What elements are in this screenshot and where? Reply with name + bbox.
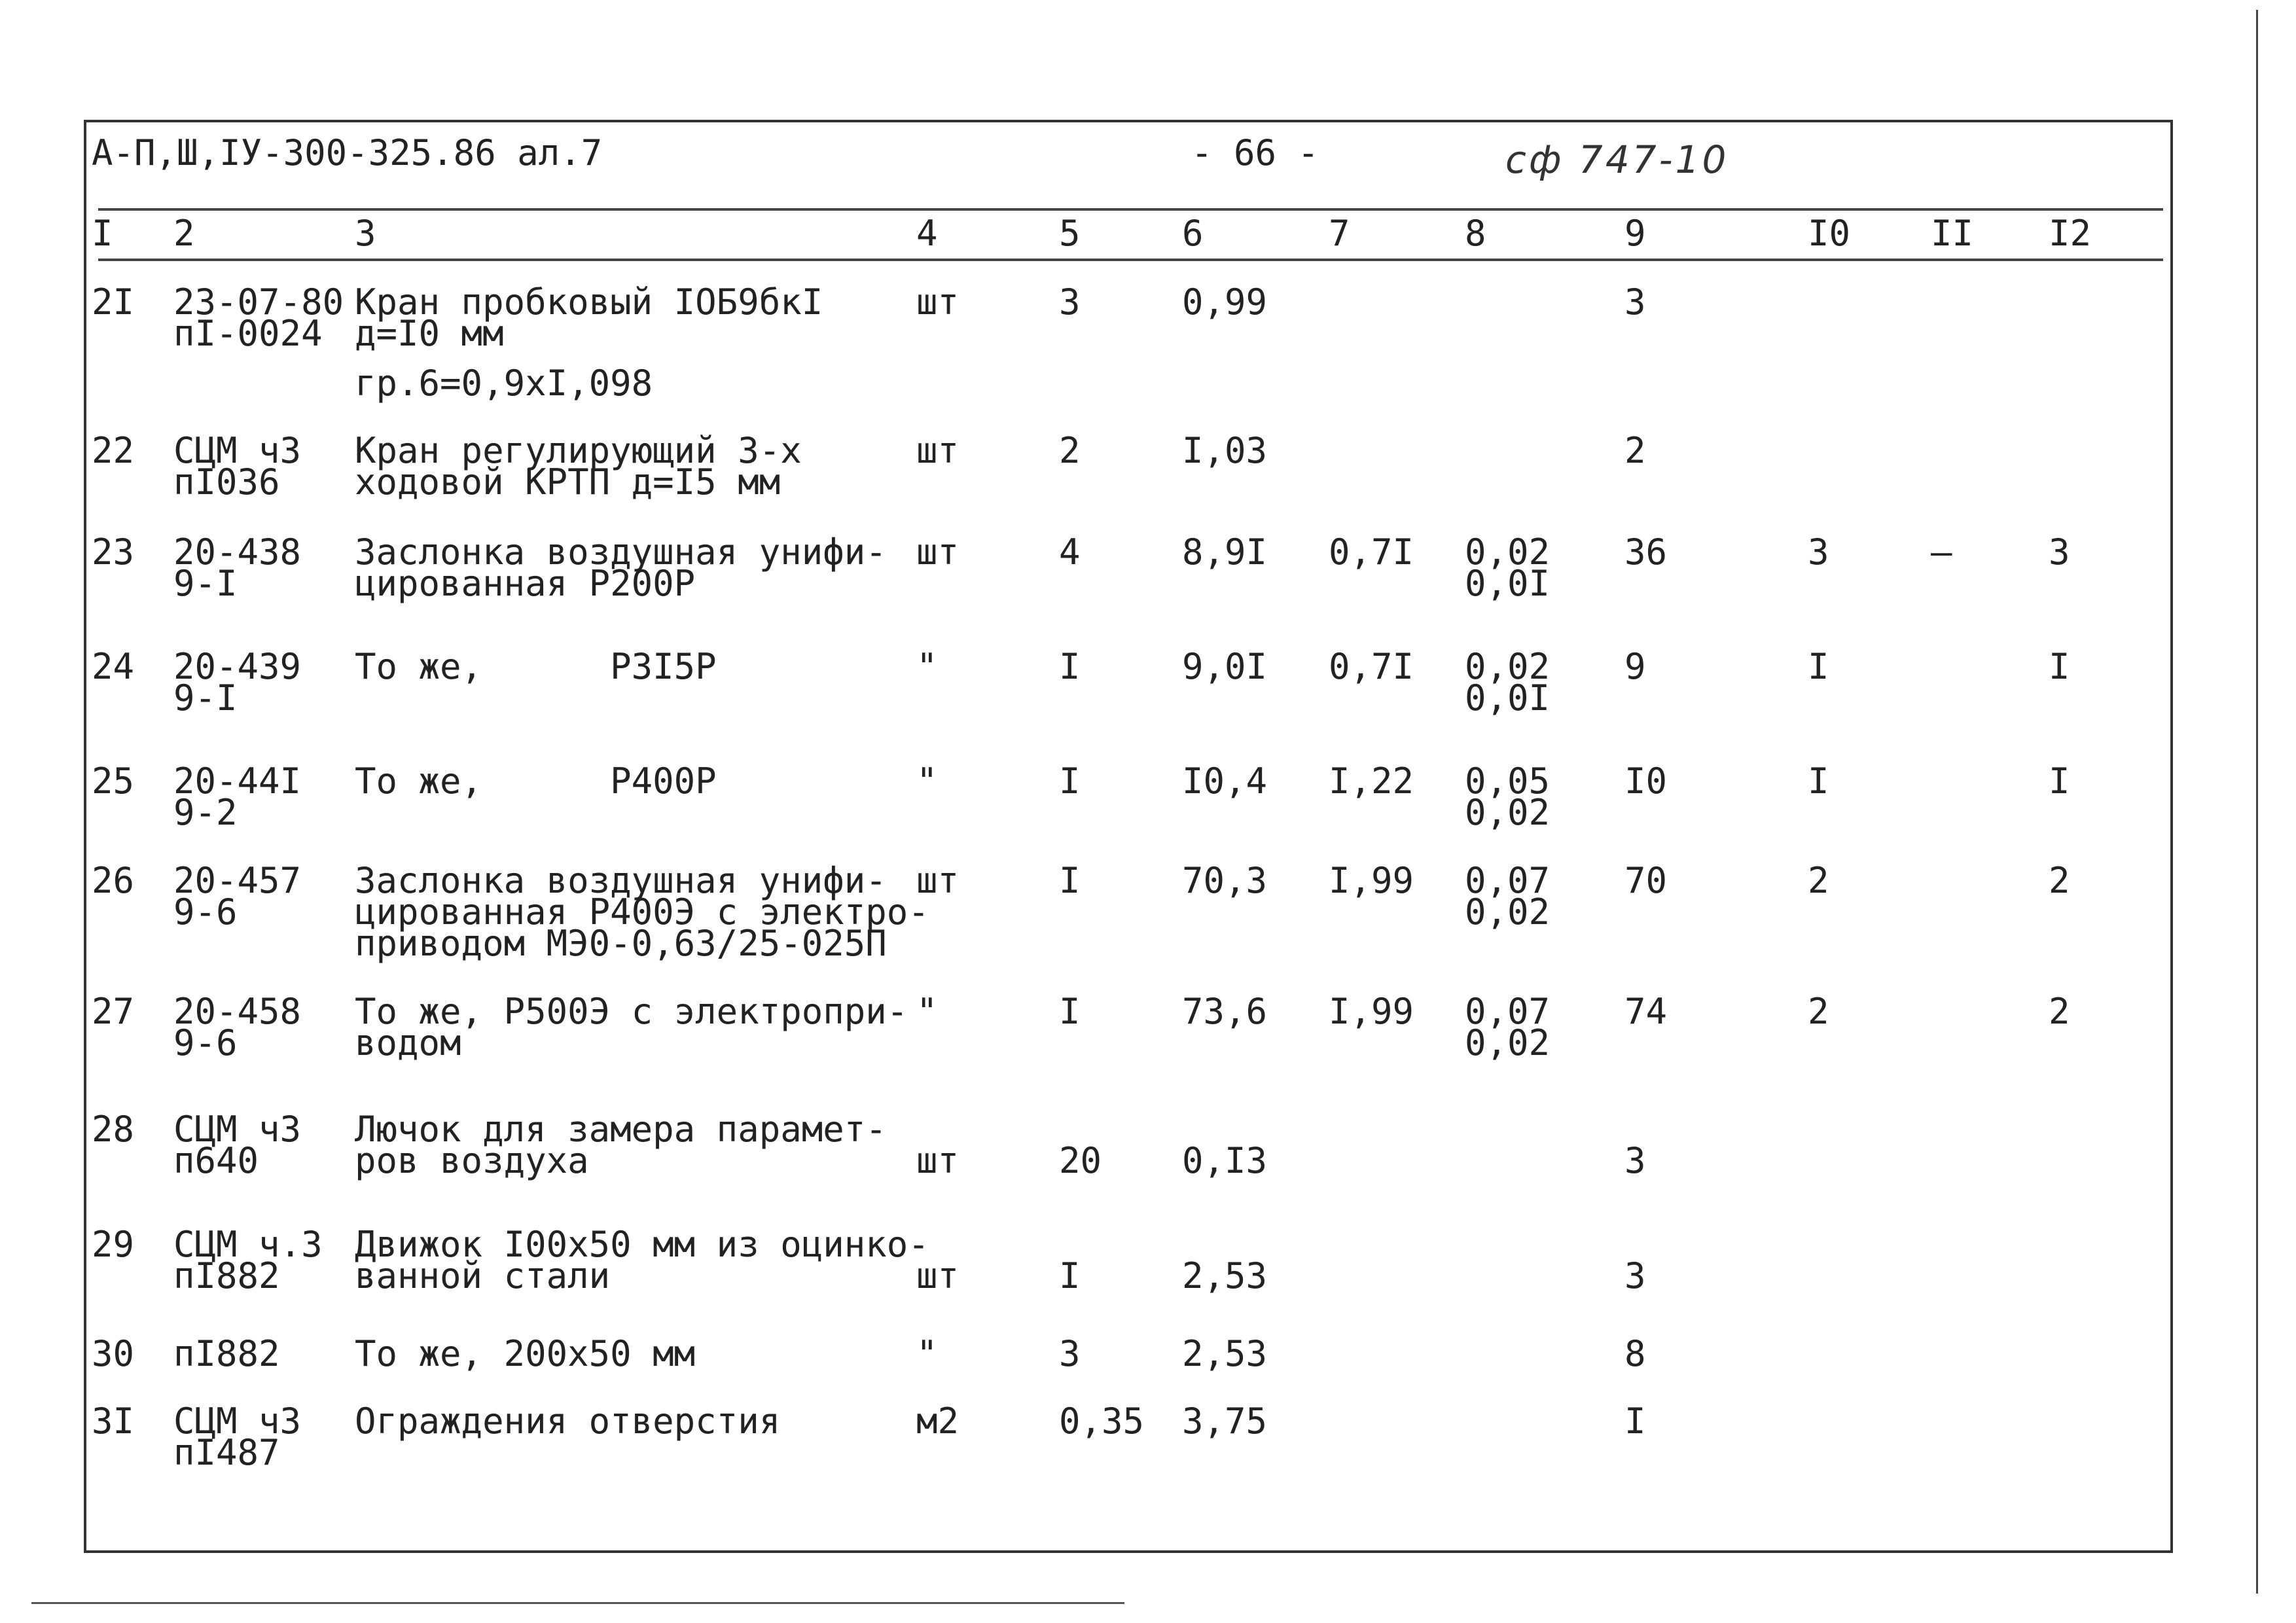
col-7-value: I,22 [1329, 760, 1414, 802]
item-name: Движок I00х50 мм из оцинко- [355, 1224, 929, 1265]
quantity: I [1059, 760, 1081, 802]
col-11-value: – [1931, 531, 1952, 573]
price-code: 9-I [173, 677, 238, 719]
price-code: 20-458 [173, 991, 302, 1032]
total-cost: 74 [1624, 991, 1668, 1032]
unit-price: 0,99 [1182, 281, 1268, 323]
price-code: 9-2 [173, 792, 238, 833]
header-rule-bottom [98, 259, 2163, 261]
item-name: цированная Р400Э с электро- [355, 891, 929, 933]
item-name: То же, 200х50 мм [355, 1333, 696, 1374]
col-12-value: 2 [2049, 860, 2070, 901]
price-code: пI882 [173, 1255, 280, 1296]
price-code: пI036 [173, 461, 280, 503]
row-number: 29 [92, 1224, 135, 1265]
item-name: ров воздуха [355, 1140, 589, 1181]
row-number: 27 [92, 991, 135, 1032]
column-header: I [92, 213, 113, 254]
column-header: II [1931, 213, 1974, 254]
column-header: 9 [1624, 213, 1646, 254]
item-name: д=I0 мм [355, 313, 504, 354]
col-10-value: I [1808, 760, 1829, 802]
unit-price: 70,3 [1182, 860, 1268, 901]
col-7-value: 0,7I [1329, 646, 1414, 687]
price-code: 20-439 [173, 646, 302, 687]
col-8-value: 0,02 [1465, 792, 1551, 833]
price-code: 20-438 [173, 531, 302, 573]
total-cost: 3 [1624, 281, 1646, 323]
quantity: 20 [1059, 1140, 1102, 1181]
row-number: 28 [92, 1109, 135, 1150]
quantity: I [1059, 1255, 1081, 1296]
col-12-value: I [2049, 760, 2070, 802]
row-number: 3I [92, 1400, 135, 1442]
item-name: водом [355, 1022, 461, 1063]
total-cost: 3 [1624, 1255, 1646, 1296]
item-name: Лючок для замера парамет- [355, 1109, 887, 1150]
col-12-value: I [2049, 646, 2070, 687]
col-12-value: 2 [2049, 991, 2070, 1032]
item-name: цированная Р200Р [355, 563, 696, 604]
price-code: 9-6 [173, 891, 238, 933]
item-name: Кран пробковый IОБ9бкI [355, 281, 823, 323]
col-10-value: 3 [1808, 531, 1829, 573]
col-8-value: 0,0I [1465, 563, 1551, 604]
price-code: 9-6 [173, 1022, 238, 1063]
scan-bottom-line [31, 1602, 1124, 1604]
col-7-value: I,99 [1329, 991, 1414, 1032]
quantity: 2 [1059, 430, 1081, 471]
unit: " [916, 991, 938, 1032]
row-number: 25 [92, 760, 135, 802]
col-8-value: 0,07 [1465, 991, 1551, 1032]
unit: м2 [916, 1400, 960, 1442]
col-8-value: 0,07 [1465, 860, 1551, 901]
price-code: пI882 [173, 1333, 280, 1374]
unit-price: 9,0I [1182, 646, 1268, 687]
unit: шт [916, 860, 960, 901]
price-code: п640 [173, 1140, 259, 1181]
column-header: 3 [355, 213, 376, 254]
item-name: приводом МЭ0-0,63/25-025П [355, 923, 887, 964]
quantity: 4 [1059, 531, 1081, 573]
column-header: 2 [173, 213, 195, 254]
unit: шт [916, 1140, 960, 1181]
unit: шт [916, 430, 960, 471]
price-code: 23-07-80 [173, 281, 344, 323]
column-header: I2 [2049, 213, 2092, 254]
total-cost: 36 [1624, 531, 1668, 573]
price-code: пI-0024 [173, 313, 323, 354]
total-cost: 2 [1624, 430, 1646, 471]
unit-price: I,03 [1182, 430, 1268, 471]
price-code: СЦМ ч3 [173, 1400, 302, 1442]
col-7-value: 0,7I [1329, 531, 1414, 573]
price-code: СЦМ ч3 [173, 1109, 302, 1150]
unit-price: 2,53 [1182, 1333, 1268, 1374]
quantity: 3 [1059, 1333, 1081, 1374]
header-rule-top [98, 208, 2163, 211]
row-number: 24 [92, 646, 135, 687]
unit-price: 8,9I [1182, 531, 1268, 573]
col-8-value: 0,02 [1465, 1022, 1551, 1063]
col-8-value: 0,02 [1465, 531, 1551, 573]
quantity: 3 [1059, 281, 1081, 323]
unit: шт [916, 1255, 960, 1296]
item-name: гр.6=0,9хI,098 [355, 363, 653, 404]
item-name: То же, Р500Э с электропри- [355, 991, 908, 1032]
col-10-value: 2 [1808, 991, 1829, 1032]
column-header: 7 [1329, 213, 1350, 254]
col-8-value: 0,0I [1465, 677, 1551, 719]
price-code: СЦМ ч3 [173, 430, 302, 471]
total-cost: I [1624, 1400, 1646, 1442]
unit: " [916, 1333, 938, 1374]
col-12-value: 3 [2049, 531, 2070, 573]
price-code: СЦМ ч.3 [173, 1224, 323, 1265]
row-number: 22 [92, 430, 135, 471]
column-header: I0 [1808, 213, 1851, 254]
col-10-value: 2 [1808, 860, 1829, 901]
col-10-value: I [1808, 646, 1829, 687]
column-header: 5 [1059, 213, 1081, 254]
item-name: Кран регулирующий 3-х [355, 430, 802, 471]
item-name: То же, Р3I5Р [355, 646, 717, 687]
unit: " [916, 760, 938, 802]
col-8-value: 0,02 [1465, 891, 1551, 933]
unit-price: I0,4 [1182, 760, 1268, 802]
total-cost: 70 [1624, 860, 1668, 901]
price-code: 9-I [173, 563, 238, 604]
total-cost: 8 [1624, 1333, 1646, 1374]
page-number: - 66 - [1191, 132, 1319, 173]
row-number: 2I [92, 281, 135, 323]
quantity: I [1059, 860, 1081, 901]
price-code: пI487 [173, 1432, 280, 1473]
item-name: Заслонка воздушная унифи- [355, 531, 887, 573]
col-8-value: 0,02 [1465, 646, 1551, 687]
unit-price: 73,6 [1182, 991, 1268, 1032]
column-header: 4 [916, 213, 938, 254]
column-header: 6 [1182, 213, 1204, 254]
unit: " [916, 646, 938, 687]
unit: шт [916, 531, 960, 573]
unit-price: 2,53 [1182, 1255, 1268, 1296]
total-cost: 9 [1624, 646, 1646, 687]
quantity: 0,35 [1059, 1400, 1145, 1442]
item-name: ванной стали [355, 1255, 611, 1296]
column-header: 8 [1465, 213, 1486, 254]
item-name: Ограждения отверстия [355, 1400, 781, 1442]
item-name: Заслонка воздушная унифи- [355, 860, 887, 901]
unit: шт [916, 281, 960, 323]
unit-price: 0,I3 [1182, 1140, 1268, 1181]
row-number: 30 [92, 1333, 135, 1374]
col-8-value: 0,05 [1465, 760, 1551, 802]
total-cost: I0 [1624, 760, 1668, 802]
scan-edge-line [2256, 10, 2258, 1594]
row-number: 26 [92, 860, 135, 901]
price-code: 20-44I [173, 760, 302, 802]
handwritten-note: сф 747-10 [1505, 137, 1729, 182]
item-name: То же, Р400Р [355, 760, 717, 802]
item-name: ходовой КРТП д=I5 мм [355, 461, 781, 503]
row-number: 23 [92, 531, 135, 573]
quantity: I [1059, 646, 1081, 687]
price-code: 20-457 [173, 860, 302, 901]
unit-price: 3,75 [1182, 1400, 1268, 1442]
col-7-value: I,99 [1329, 860, 1414, 901]
quantity: I [1059, 991, 1081, 1032]
doc-code: А-П,Ш,IУ-300-325.86 ал.7 [92, 132, 603, 173]
total-cost: 3 [1624, 1140, 1646, 1181]
